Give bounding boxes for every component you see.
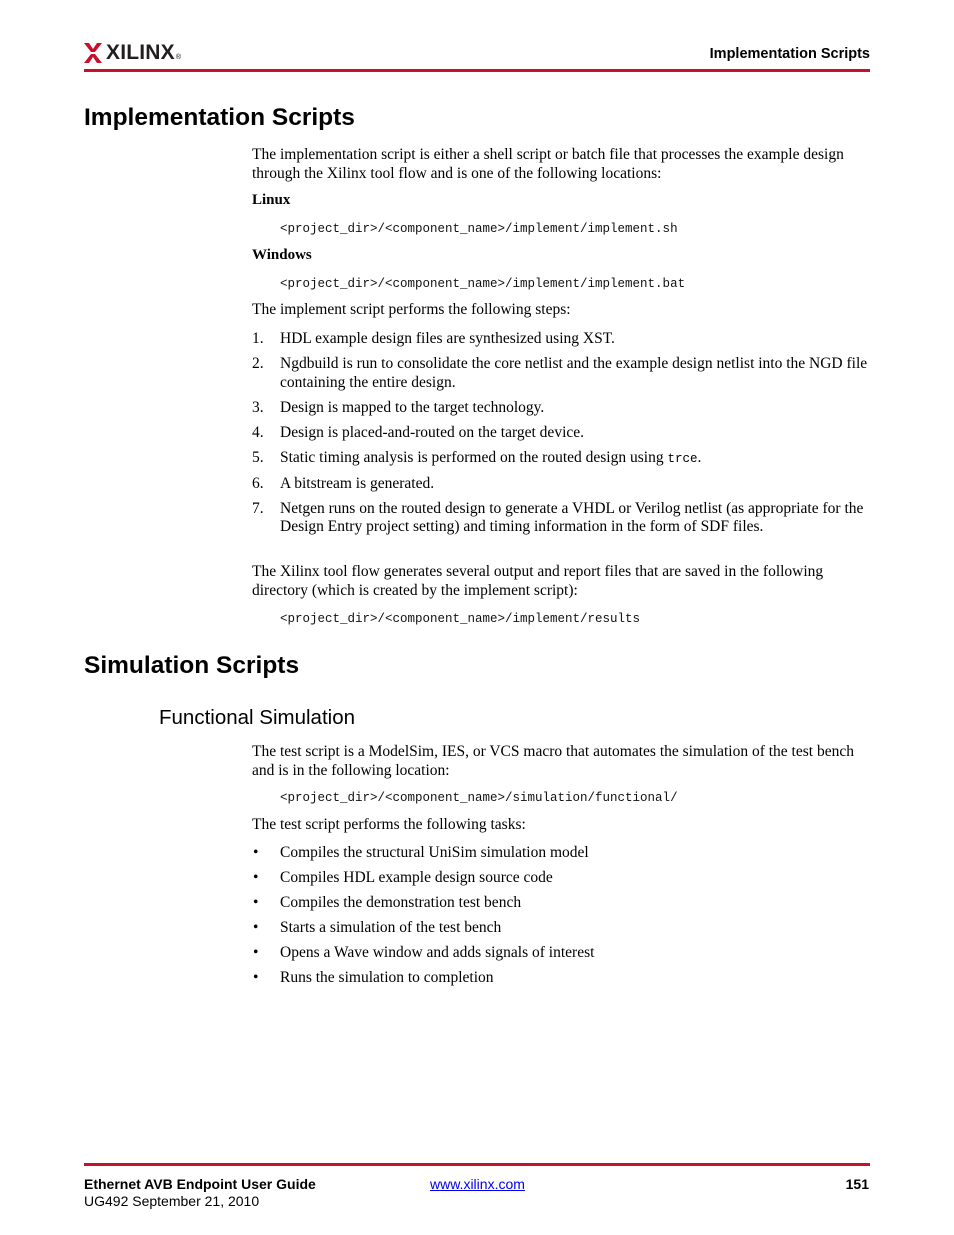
step-item: [252, 399, 872, 418]
step-item: [252, 449, 872, 469]
step-item: [252, 500, 872, 537]
xilinx-logo: [84, 41, 181, 65]
step-text: HDL example design files are synthesized using XST.: [280, 330, 615, 347]
step-item: [252, 424, 872, 443]
implementation-intro: The implementation script is either a shell script or batch file that processes the example design through the Xilinx tool flow and is one of the following locations:: [252, 146, 844, 182]
simulation-tasks: [252, 844, 872, 994]
footer-guide-title: Ethernet AVB Endpoint User Guide: [84, 1176, 316, 1192]
windows-label: Windows: [252, 247, 312, 263]
task-item: [252, 944, 872, 963]
step-text: A bitstream is generated.: [280, 474, 435, 492]
footer-doc-id: UG492 September 21, 2010: [84, 1193, 260, 1209]
implementation-heading: Implementation Scripts: [84, 104, 355, 131]
task-text: Runs the simulation to completion: [280, 969, 494, 986]
step-number: 3.: [252, 398, 264, 416]
step-text-tail: .: [697, 448, 702, 466]
running-header-title: Implementation Scripts: [709, 46, 870, 62]
output-intro: The Xilinx tool flow generates several output and report files that are saved in the following directory (which is created by the implement script):: [252, 563, 824, 599]
linux-label: Linux: [252, 192, 291, 208]
page-header: [84, 40, 870, 72]
bullet: •: [253, 944, 259, 961]
simulation-intro: The test script is a ModelSim, IES, or VCS macro that automates the simulation of the test bench and is in the following location:: [252, 743, 854, 779]
step-text: Ngdbuild is run to consolidate the core netlist and the example design netlist into the NGD file containing the entire design.: [280, 355, 868, 391]
windows-path: <project_dir>/<component_name>/implement/implement.bat: [280, 277, 686, 291]
step-number: 6.: [252, 474, 264, 492]
functional-simulation-heading: Functional Simulation: [159, 706, 355, 729]
steps-intro: The implement script performs the following steps:: [252, 301, 571, 318]
step-number: 7.: [252, 499, 264, 517]
task-text: Compiles HDL example design source code: [280, 869, 553, 886]
simulation-heading: Simulation Scripts: [84, 652, 300, 679]
task-text: Compiles the structural UniSim simulation model: [280, 844, 589, 861]
simulation-path: <project_dir>/<component_name>/simulation/functional/: [280, 791, 678, 805]
bullet: •: [253, 894, 259, 911]
task-item: [252, 894, 872, 913]
header-rule: [84, 69, 870, 72]
task-item: [252, 869, 872, 888]
step-text: Netgen runs on the routed design to generate a VHDL or Verilog netlist (as appropriate for the Design Entry project setting) and timing information in the form of SDF files.: [280, 499, 864, 535]
task-item: [252, 919, 872, 938]
bullet: •: [253, 969, 259, 986]
logo-wordmark: XILINX: [106, 41, 175, 64]
bullet: •: [253, 844, 259, 861]
linux-path: <project_dir>/<component_name>/implement/implement.sh: [280, 222, 678, 236]
bullet: •: [253, 869, 259, 886]
task-text: Starts a simulation of the test bench: [280, 919, 502, 936]
step-text: Design is mapped to the target technology.: [280, 398, 545, 416]
task-item: [252, 969, 872, 988]
xilinx-logo-icon: [84, 43, 102, 63]
step-number: 4.: [252, 423, 264, 441]
step-number: 1.: [252, 330, 264, 347]
footer-website-link[interactable]: www.xilinx.com: [430, 1176, 525, 1192]
task-text: Compiles the demonstration test bench: [280, 894, 522, 911]
task-text: Opens a Wave window and adds signals of interest: [280, 944, 595, 961]
implementation-steps: [252, 330, 872, 543]
bullet: •: [253, 919, 259, 936]
footer-rule: [84, 1163, 870, 1166]
page-number: 151: [845, 1176, 869, 1192]
trce-command: trce: [667, 451, 698, 466]
registered-mark: ®: [175, 54, 182, 61]
step-text: Static timing analysis is performed on the routed design using: [280, 448, 668, 466]
task-item: [252, 844, 872, 863]
results-path: <project_dir>/<component_name>/implement/results: [280, 612, 641, 626]
tasks-intro: The test script performs the following tasks:: [252, 816, 526, 833]
step-text: Design is placed-and-routed on the target device.: [280, 423, 585, 441]
step-number: 2.: [252, 355, 264, 372]
step-item: [252, 355, 872, 392]
step-item: [252, 475, 872, 494]
step-item: [252, 330, 872, 349]
step-number: 5.: [252, 448, 264, 466]
